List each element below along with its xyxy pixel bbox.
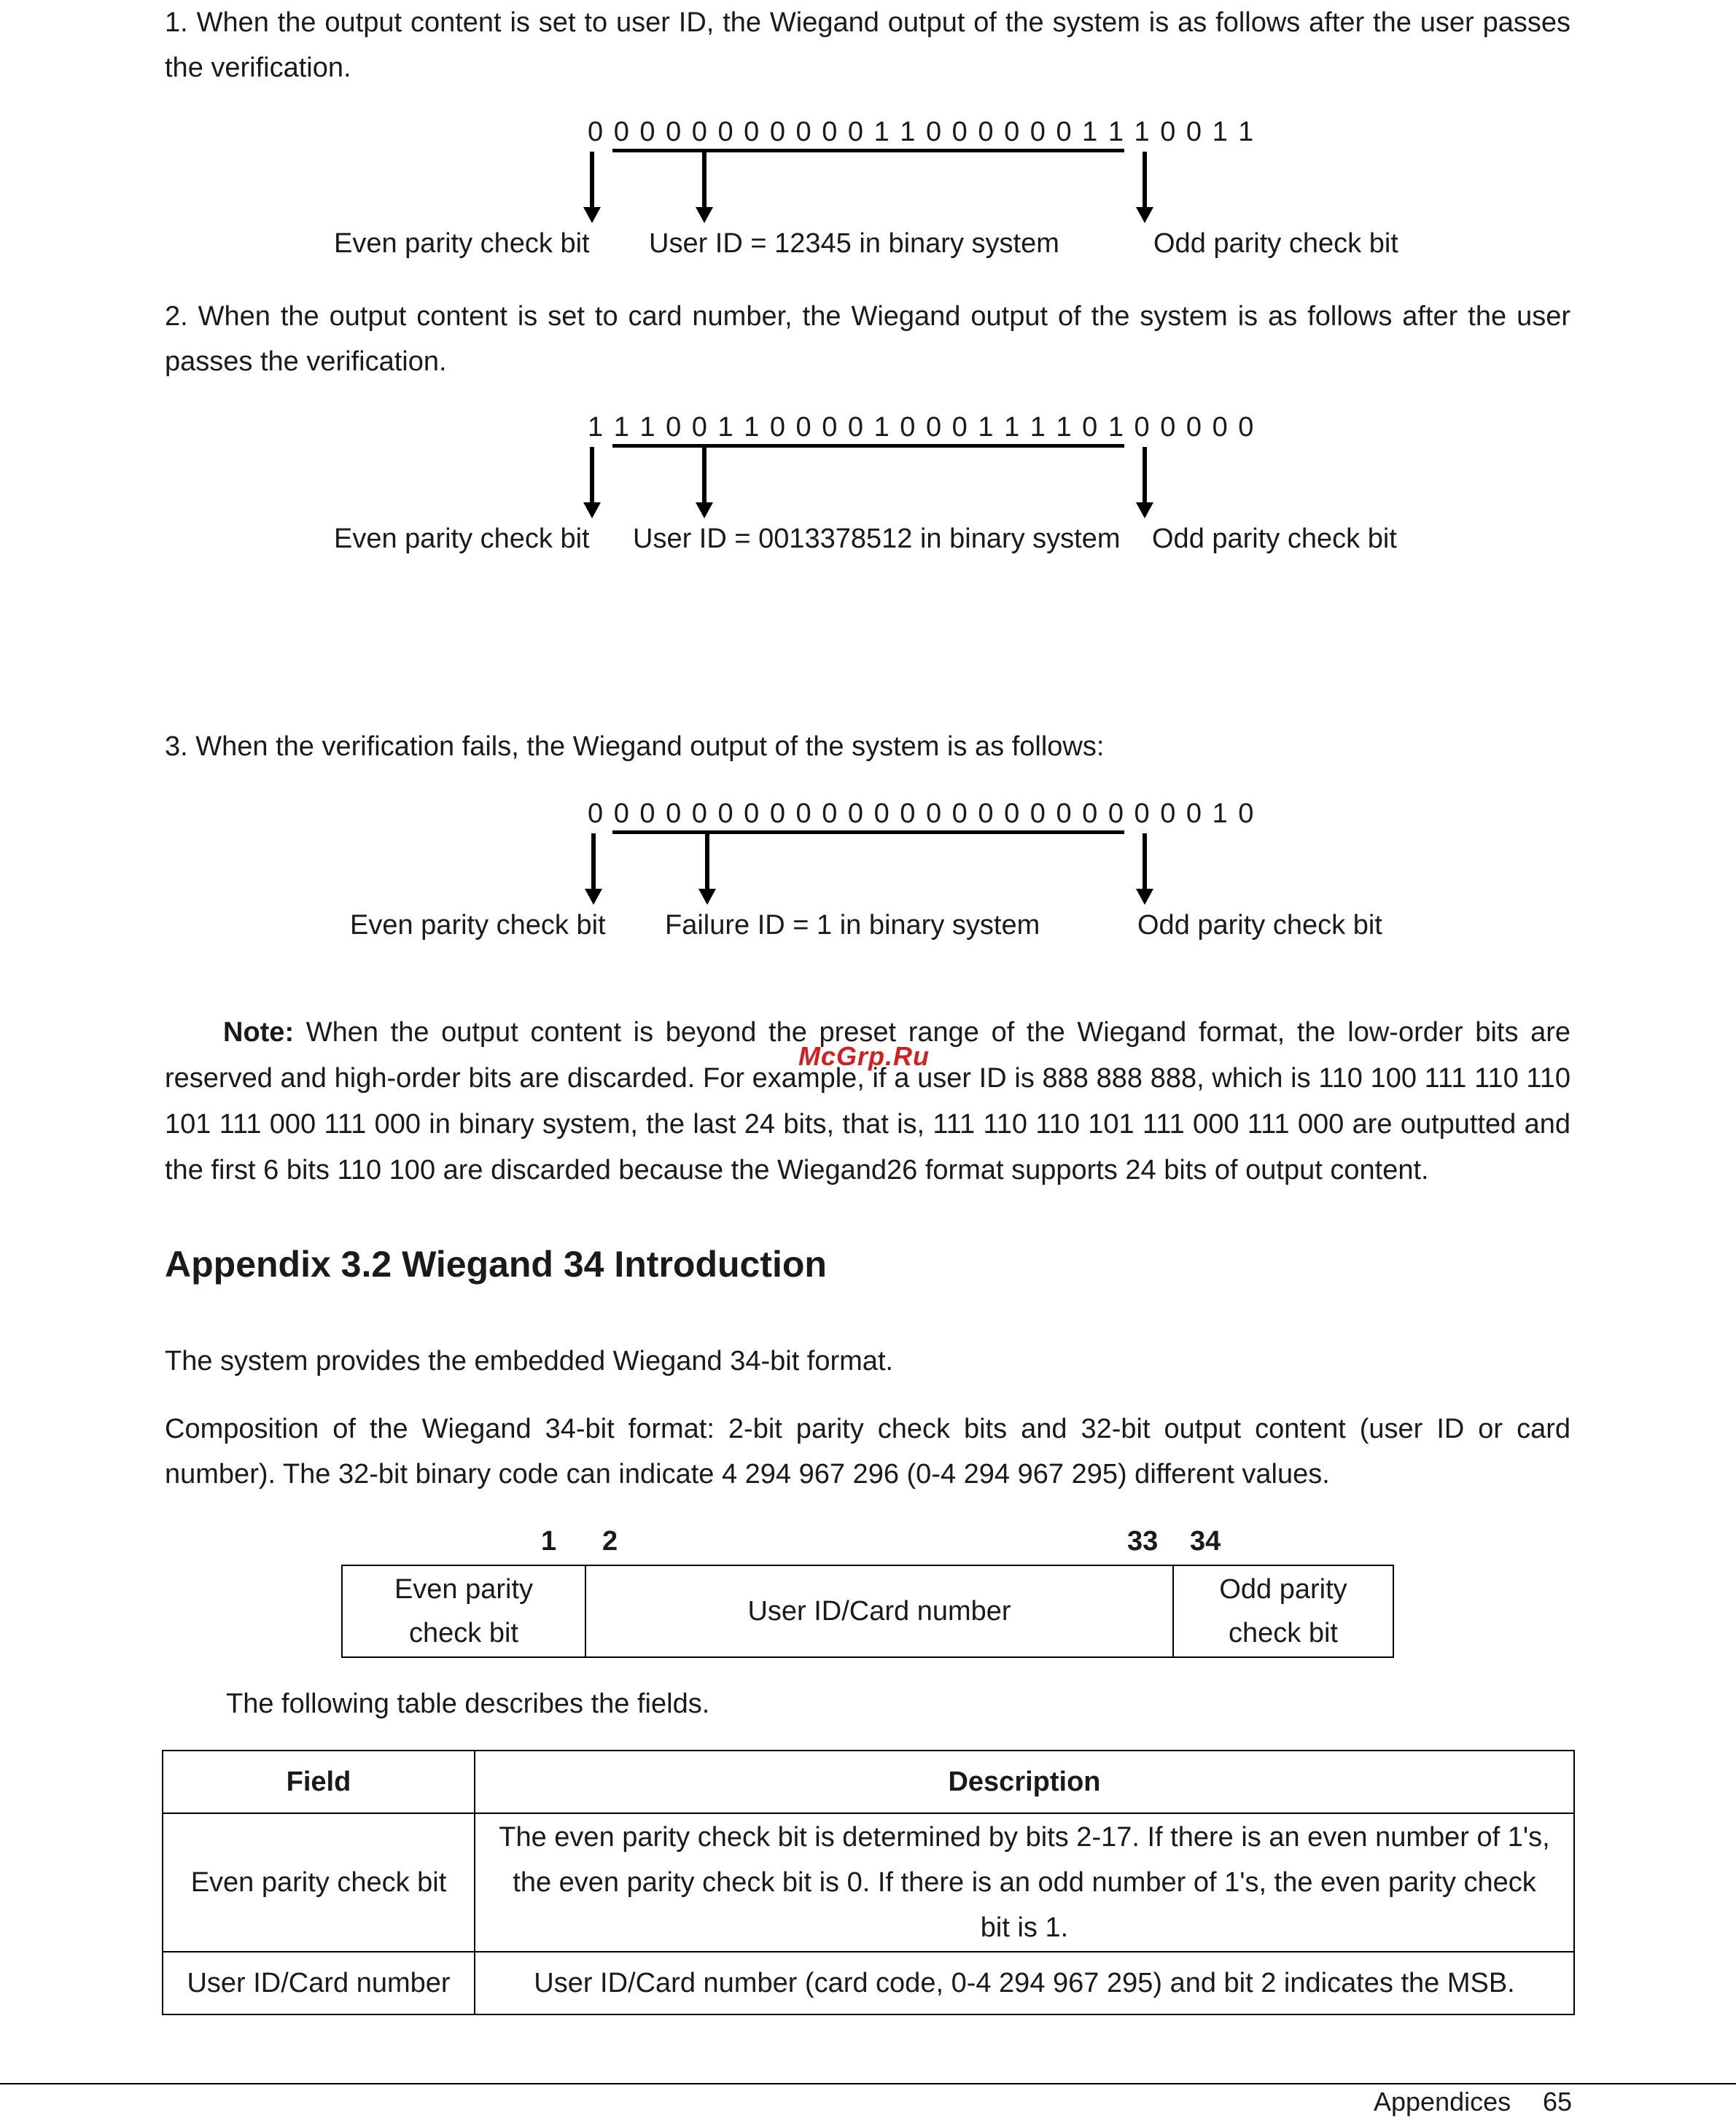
format-middle-cell: User ID/Card number xyxy=(585,1565,1173,1657)
footer-page-number: 65 xyxy=(1543,2087,1573,2117)
section2-bracket-line xyxy=(612,444,1124,448)
note-paragraph xyxy=(165,1010,1570,1194)
note-label: Note: xyxy=(223,1017,295,1048)
fields-intro: The following table describes the fields. xyxy=(226,1689,710,1719)
section1-middle-label: User ID = 12345 in binary system xyxy=(649,228,1059,259)
note-text: When the output content is beyond the preset range of the Wiegand format, the low-order bits are reserved and high-order bits are discarded. For example, if a user ID is 888 888 888, which is 110 100 111 110 110 101 111 000 111 000 in binary system, the last 24 bits, that is, 111 110 110 101 111 000 111 000 are outputted and the first 6 bits 110 100 are discarded because the Wiegand26 format supports 24 bits of output content. xyxy=(165,1017,1570,1185)
section2-middle-label: User ID = 0013378512 in binary system xyxy=(633,523,1121,554)
footer-section: Appendices xyxy=(1374,2087,1511,2117)
bit-number-2: 2 xyxy=(602,1526,618,1557)
fields-row1-field: Even parity check bit xyxy=(163,1813,475,1952)
format-odd-line1: Odd parity xyxy=(1219,1574,1347,1605)
section3-bit-string: 0 0 0 0 0 0 0 0 0 0 0 0 0 0 0 0 0 0 0 0 0 0 0 0 1 0 xyxy=(588,798,1256,829)
fields-header-field: Field xyxy=(163,1751,475,1813)
watermark: McGrp.Ru xyxy=(798,1041,930,1071)
format-even-line2: check bit xyxy=(409,1618,518,1648)
section3-paragraph: 3. When the verification fails, the Wiegand output of the system is as follows: xyxy=(165,731,1105,762)
section2-odd-label: Odd parity check bit xyxy=(1152,523,1397,554)
appendix-intro: The system provides the embedded Wiegand 34-bit format. xyxy=(165,1346,894,1377)
bit-number-1: 1 xyxy=(541,1526,557,1557)
section1-odd-label: Odd parity check bit xyxy=(1153,228,1398,259)
section3-even-label: Even parity check bit xyxy=(350,910,606,941)
fields-row1-description: The even parity check bit is determined by bits 2-17. If there is an even number of 1's, the even parity check bit is 0. If there is an odd number of 1's, the even parity check bit is 1. xyxy=(475,1813,1574,1952)
format-odd-cell xyxy=(1173,1565,1393,1657)
section3-odd-label: Odd parity check bit xyxy=(1137,910,1382,941)
section1-paragraph: 1. When the output content is set to user ID, the Wiegand output of the system is as follows after the user passes the verification. xyxy=(165,7,1570,83)
bit-number-33: 33 xyxy=(1127,1526,1159,1557)
fields-row2-description: User ID/Card number (card code, 0-4 294 967 295) and bit 2 indicates the MSB. xyxy=(475,1952,1574,2014)
section2-paragraph: 2. When the output content is set to card number, the Wiegand output of the system is as follows after the user passes the verification. xyxy=(165,301,1570,377)
section2-even-label: Even parity check bit xyxy=(334,523,590,554)
format-table xyxy=(341,1565,1394,1658)
format-odd-line2: check bit xyxy=(1229,1618,1338,1648)
section3-bracket-line xyxy=(612,830,1124,834)
section1-bracket-line xyxy=(612,149,1124,152)
bit-number-34: 34 xyxy=(1190,1526,1221,1557)
section3-middle-label: Failure ID = 1 in binary system xyxy=(665,910,1040,941)
appendix-heading: Appendix 3.2 Wiegand 34 Introduction xyxy=(165,1244,827,1285)
footer-divider xyxy=(0,2083,1736,2084)
section1-even-label: Even parity check bit xyxy=(334,228,590,259)
fields-table xyxy=(162,1750,1575,2015)
appendix-composition: Composition of the Wiegand 34-bit format: 2-bit parity check bits and 32-bit output content (user ID or card number). The 32-bit binary code can indicate 4 294 967 296 (0-4 294 967 295) different values. xyxy=(165,1414,1570,1490)
section1-bit-string: 0 0 0 0 0 0 0 0 0 0 0 1 1 0 0 0 0 0 0 1 1 1 0 0 1 1 xyxy=(588,117,1256,147)
fields-row2-field: User ID/Card number xyxy=(163,1952,475,2014)
format-even-cell xyxy=(342,1565,585,1657)
fields-header-description: Description xyxy=(475,1751,1574,1813)
section2-bit-string: 1 1 1 0 0 1 1 0 0 0 0 1 0 0 0 1 1 1 1 0 1 0 0 0 0 0 xyxy=(588,412,1256,443)
format-even-line1: Even parity xyxy=(394,1574,534,1605)
